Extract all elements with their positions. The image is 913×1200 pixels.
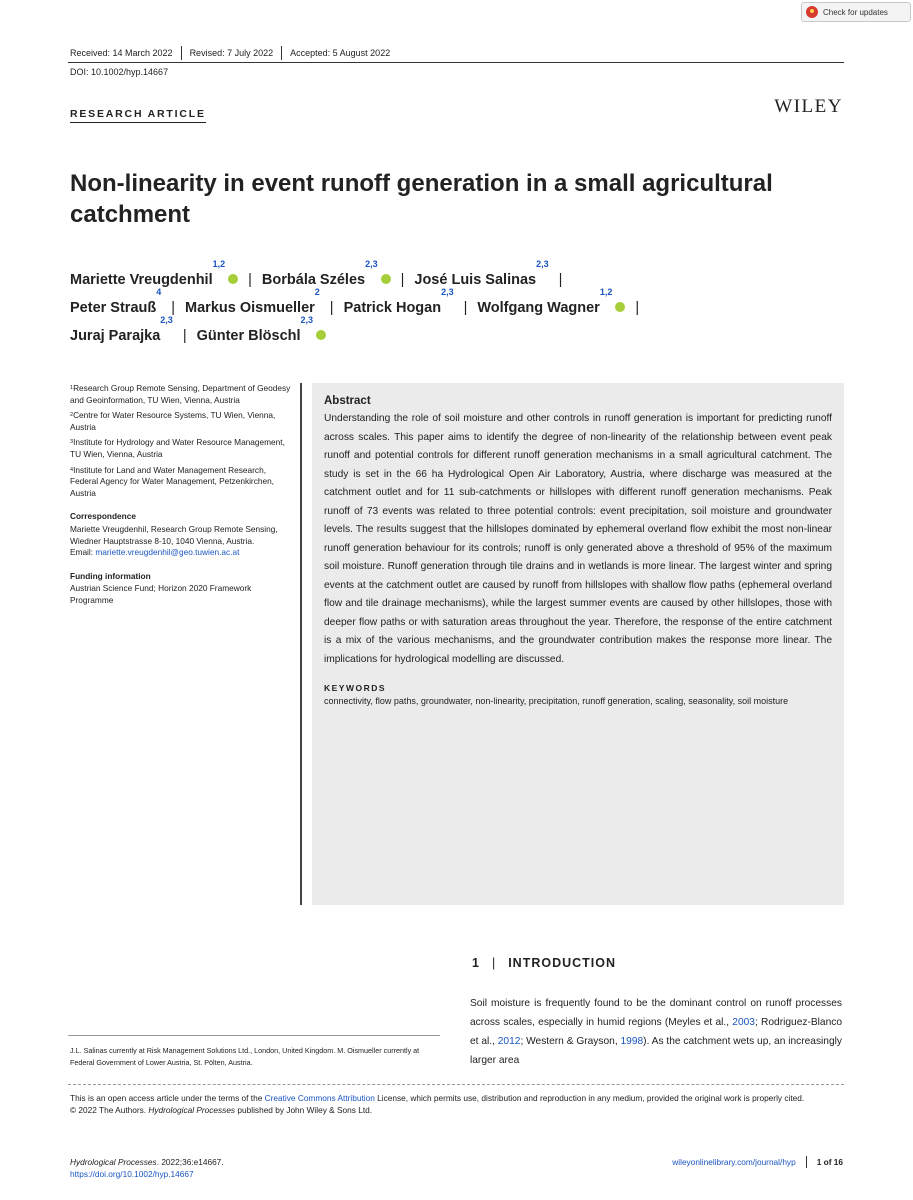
footer-doi-link[interactable]: https://doi.org/10.1002/hyp.14667 [70,1169,194,1179]
license-block [70,1092,846,1116]
author-separator: | [171,300,176,316]
author[interactable]: Mariette Vreugdenhil$^{1,2}$ [70,272,238,288]
affiliation-item: $^1$Research Group Remote Sensing, Department of Geodesy and Geoinformation, TU Wien, Vienna, Austria [70,383,291,405]
orcid-icon[interactable] [381,274,391,284]
doi: DOI: 10.1002/hyp.14667 [70,67,169,77]
dates-line [70,46,406,60]
email-link[interactable]: mariette.vreugdenhil@geo.tuwien.ac.at [95,547,240,558]
header-rule [68,62,844,63]
footnote: J.L. Salinas currently at Risk Management Solutions Ltd., London, United Kingdom. M. Oismueller currently at Federal Government of Lower Austria, St. Pölten, Austria. [70,1046,420,1067]
affiliations [70,383,295,611]
orcid-icon[interactable] [316,330,326,340]
correspondence-text: Mariette Vreugdenhil, Research Group Remote Sensing, Wiedner Hauptstrasse 8-10, 1040 Vienna, Austria. [70,523,278,546]
author[interactable]: Peter Strauß$^4$ [70,287,162,316]
sidebar-divider [300,383,302,905]
author[interactable]: Borbála Széles$^{2,3}$ [262,272,391,288]
article-type: RESEARCH ARTICLE [70,108,206,123]
correspondence-email: Email: mariette.vreugdenhil@geo.tuwien.ac.at [70,547,240,558]
publisher-logo: WILEY [774,96,843,117]
keywords-text: connectivity, flow paths, groundwater, non-linearity, precipitation, runoff generation, scaling, seasonality, soil moisture [324,696,789,706]
author-separator: | [463,300,468,316]
author[interactable]: Markus Oismueller$^2$ [185,287,320,316]
copyright-text: © 2022 The Authors. Hydrological Processes published by John Wiley & Sons Ltd. [70,1105,373,1115]
author[interactable]: Wolfgang Wagner$^{1,2}$ [477,300,625,316]
author-separator: | [635,300,640,316]
affiliation-item: $^4$Institute for Land and Water Management Research, Federal Agency for Water Management, Petzenkirchen, Austria [70,464,274,498]
keywords-heading: KEYWORDS [324,683,387,693]
license-text: This is an open access article under the terms of the Creative Commons Attribution License, which permits use, distribution and reproduction in any medium, provided the original work is properly cited. [70,1093,805,1103]
paper-title: Non-linearity in event runoff generation in a small agricultural catchment [70,170,773,228]
journal-site-link[interactable]: wileyonlinelibrary.com/journal/hyp [672,1157,796,1167]
author-separator: | [329,300,334,316]
author-separator: | [248,272,252,288]
reference-link[interactable]: 2012 [497,1036,521,1047]
affiliation-item: $^2$Centre for Water Resource Systems, TU Wien, Vienna, Austria [70,410,276,432]
license-divider [68,1084,844,1085]
reference-link[interactable]: 1998 [620,1036,644,1047]
section-heading-introduction: 1 | INTRODUCTION [472,956,617,970]
abstract-text: Understanding the role of soil moisture and other controls in runoff generation is important for predicting runoff across scales. This paper aims to identify the degree of non-linearity of the relationship between event peak runoff and potential controls for different runoff generation mechanisms in a small agricultural catchment. The study is set in the 66 ha Hydrological Open Air Laboratory, Austria, where discharge was measured at the catchment outlet and for 11 sub-catchments or hillslopes with different runoff generation mechanisms. Peak runoff of 73 events was related to three potential controls: event precipitation, soil moisture and groundwater levels. The results suggest that the hillslopes dominated by ephemeral overland flow exhibit the most non-linear runoff generation behaviour for its controls; runoff is only generated above a threshold of 95% of the maximum soil moisture. Runoff generation through tile drains and in wetlands is more linear. The largest winter and spring events at the catchment outlet are caused by runoff from hillslopes with shallow flow paths (ephemeral overland flow and tile drainage mechanisms), while the largest summer events are caused by other hillslopes, those with deeper flow paths or with saturation areas throughout the year. Therefore, the response of the entire catchment is a mix of the various mechanisms, and the groundwater contribution makes the response more linear. The implications for hydrological modelling are discussed. [324,413,832,665]
orcid-icon[interactable] [228,274,238,284]
check-for-updates-label: Check for updates [823,7,888,17]
author[interactable]: Patrick Hogan$^{2,3}$ [343,287,454,316]
author-separator: | [400,272,405,288]
orcid-icon[interactable] [615,302,625,312]
footer-right [672,1156,843,1168]
accepted-date: Accepted: 5 August 2022 [290,48,391,58]
footer-journal: Hydrological Processes [70,1157,157,1167]
check-for-updates-button[interactable] [801,2,911,22]
author[interactable]: Günter Blöschl$^{2,3}$ [197,328,326,344]
reference-link[interactable]: 2003 [732,1017,755,1028]
crossmark-icon [806,6,818,18]
author[interactable]: José Luis Salinas$^{2,3}$ [414,259,549,288]
affiliation-item: $^3$Institute for Hydrology and Water Resource Management, TU Wien, Vienna, Austria [70,437,285,459]
revised-date: Revised: 7 July 2022 [190,46,283,60]
author-separator: | [182,328,187,344]
footer-citation: Hydrological Processes. 2022;36:e14667. https://doi.org/10.1002/hyp.14667 [70,1157,224,1179]
author-list [70,259,850,350]
creative-commons-link[interactable]: Creative Commons Attribution [264,1093,375,1103]
correspondence-heading: Correspondence [70,511,136,522]
received-date: Received: 14 March 2022 [70,46,182,60]
abstract-box [312,383,844,905]
abstract-heading: Abstract [324,395,371,407]
funding-text: Austrian Science Fund; Horizon 2020 Framework Programme [70,583,252,605]
funding-heading: Funding information [70,570,151,581]
introduction-text: Soil moisture is frequently found to be the dominant control on runoff processes across scales, especially in humid regions (Meyles et al., 2003; Rodriguez-Blanco et al., 2012; Western & Grayson, 1998). As the catchment wets up, an increasingly larger area [470,998,842,1066]
author-separator: | [558,272,563,288]
page-number: 1 of 16 [806,1156,843,1168]
author[interactable]: Juraj Parajka$^{2,3}$ [70,315,173,344]
footnote-rule [68,1035,440,1036]
